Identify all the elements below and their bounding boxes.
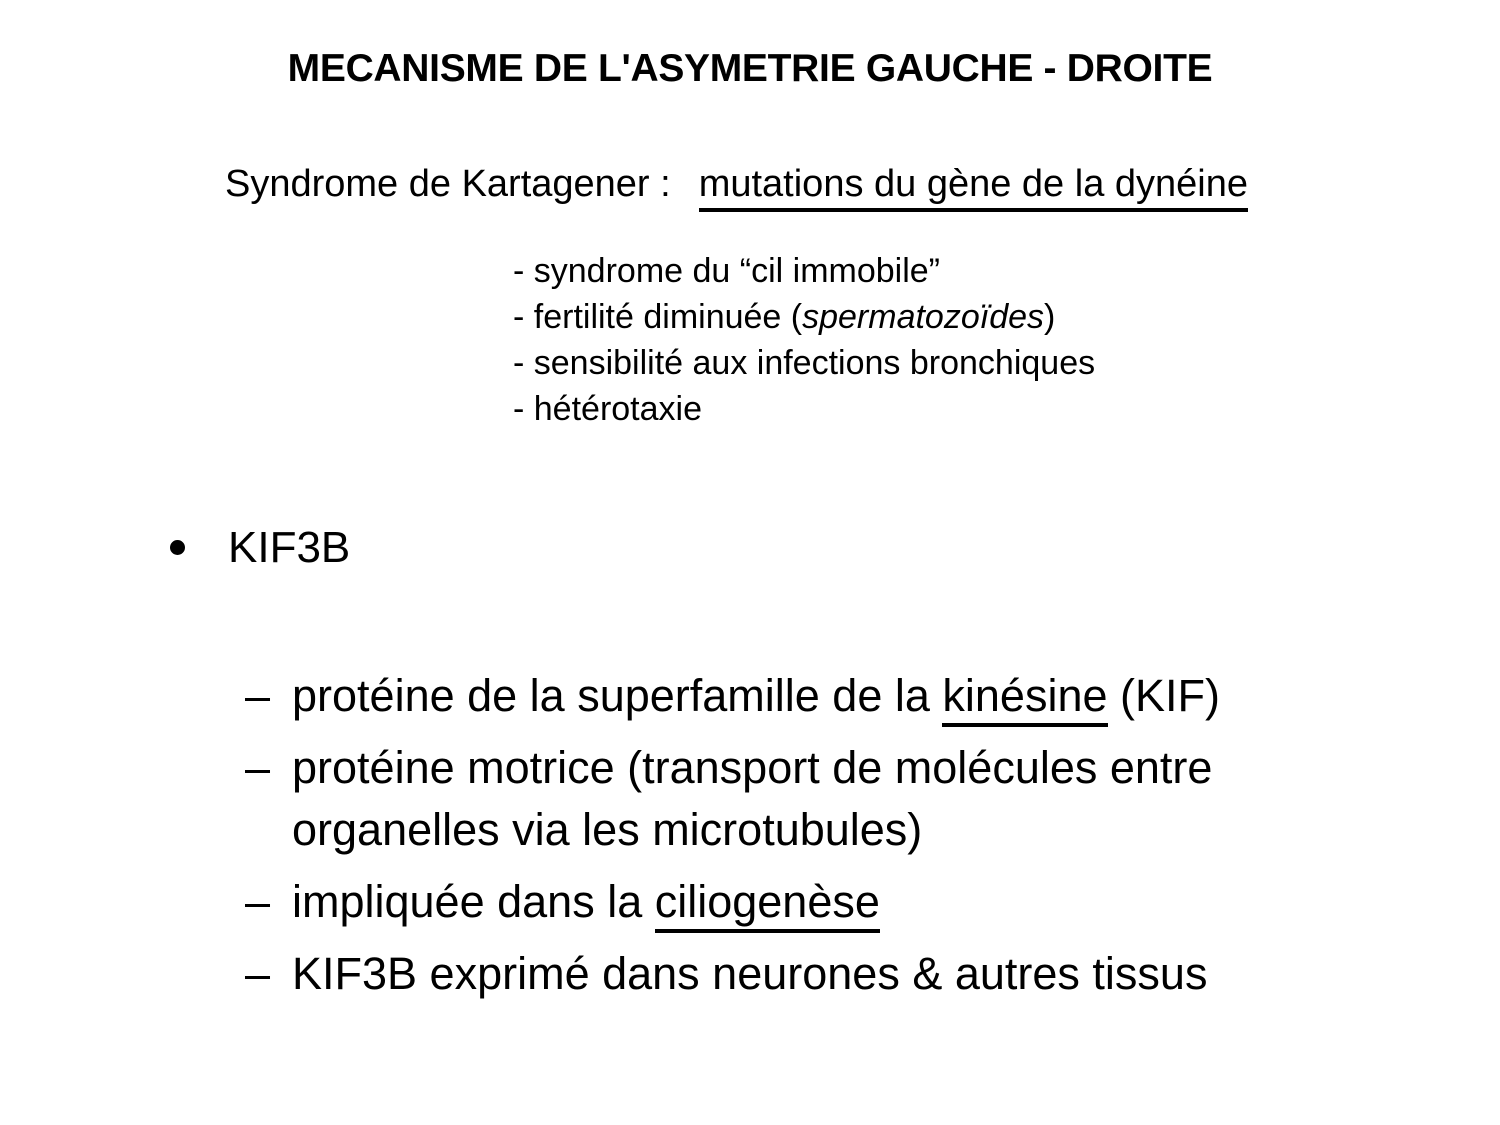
kif3b-subbullet-list (245, 665, 1305, 1015)
symptom-item-infections (513, 340, 1095, 386)
subbullet-underlined-text: ciliogenèse (655, 876, 880, 933)
subbullet-ciliogenese (245, 871, 1305, 933)
subbullet-motrice (245, 737, 1305, 861)
subbullet-text: impliquée dans la (292, 876, 655, 927)
subtitle-label: Syndrome de Kartagener : (225, 163, 671, 205)
subbullet-text-post: (KIF) (1107, 670, 1220, 721)
bullet-dot-icon (170, 540, 185, 555)
bullet-kif3b: KIF3B (228, 523, 351, 572)
symptom-text-post: ) (1044, 298, 1056, 336)
slide-title: MECANISME DE L'ASYMETRIE GAUCHE - DROITE (287, 47, 1213, 90)
subbullet-underlined-text: kinésine (942, 670, 1107, 727)
subbullet-text: KIF3B exprimé dans neurones & autres tissus (292, 948, 1208, 999)
symptom-text: - hétérotaxie (513, 390, 702, 428)
subtitle-underlined-phrase: mutations du gène de la dynéine (699, 163, 1248, 212)
symptom-text: - syndrome du “cil immobile” (513, 252, 940, 290)
symptom-item-cil-immobile (513, 248, 1095, 294)
symptom-text: - fertilité diminuée ( (513, 298, 803, 336)
subbullet-text: protéine motrice (transport de molécules entre organelles via les microtubules) (292, 742, 1213, 855)
subbullet-exprime (245, 943, 1305, 1005)
subbullet-text: protéine de la superfamille de la (292, 670, 943, 721)
subbullet-superfamille (245, 665, 1305, 727)
symptom-list (513, 248, 1095, 432)
dash-icon: – (245, 948, 271, 999)
dash-icon: – (245, 670, 271, 721)
dash-icon: – (245, 742, 271, 793)
symptom-item-heterotaxie (513, 386, 1095, 432)
subtitle-line (225, 163, 1248, 207)
symptom-text: - sensibilité aux infections bronchiques (513, 344, 1096, 382)
dash-icon: – (245, 876, 271, 927)
symptom-italic-text: spermatozoïdes (802, 298, 1045, 336)
symptom-item-fertilite (513, 294, 1095, 340)
